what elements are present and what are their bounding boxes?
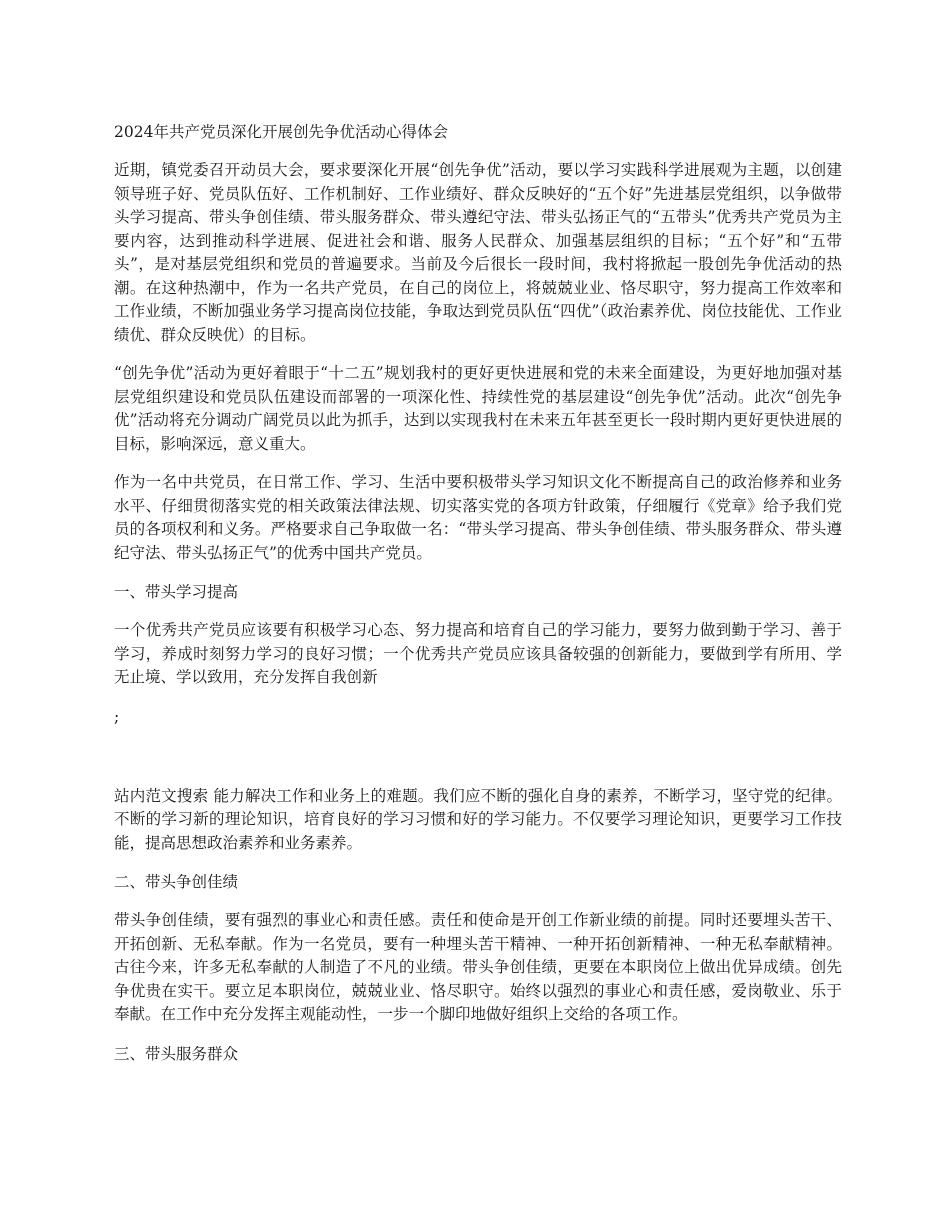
section-heading-1: 一、带头学习提高 <box>114 583 239 601</box>
document-title: 2024年共产党员深化开展创先争优活动心得体会 <box>114 123 448 141</box>
stray-semicolon: ; <box>114 707 120 726</box>
paragraph-section-1: 一个优秀共产党员应该要有积极学习心态、努力提高和培育自己的学习能力，要努力做到勤于学习、善于学习，养成时刻努力学习的良好习惯；一个优秀共产党员应该具备较强的创新能力，要做到学有所用、学无止境、学以致用，充分发挥自我创新 <box>114 621 842 686</box>
section-heading-2: 二、带头争创佳绩 <box>114 873 239 891</box>
section-heading-3: 三、带头服务群众 <box>114 1044 239 1063</box>
paragraph-section-1-continued: 站内范文搜索 能力解决工作和业务上的难题。我们应不断的强化自身的素养，不断学习，坚守党的纪律。不断的学习新的理论知识，培育良好的学习习惯和好的学习能力。不仅要学习理论知识，更要学习工作技能，提高思想政治素养和业务素养。 <box>114 786 842 852</box>
document-page <box>114 120 842 1081</box>
paragraph-party-member: 作为一名中共党员，在日常工作、学习、生活中要积极带头学习知识文化不断提高自己的政治修养和业务水平、仔细贯彻落实党的相关政策法律法规、切实落实党的各项方针政策，仔细履行《党章》给予我们党员的各项权利和义务。严格要求自己争取做一名：“带头学习提高、带头争创佳绩、带头服务群众、带头遵纪守法、带头弘扬正气”的优秀中国共产党员。 <box>114 473 842 562</box>
paragraph-intro: 近期，镇党委召开动员大会，要求要深化开展“创先争优”活动，要以学习实践科学进展观为主题，以创建领导班子好、党员队伍好、工作机制好、工作业绩好、群众反映好的“五个好”先进基层党组织，以争做带头学习提高、带头争创佳绩、带头服务群众、带头遵纪守法、带头弘扬正气的“五带头”优秀共产党员为主要内容，达到推动科学进展、促进社会和谐、服务人民群众、加强基层组织的目标；“五个好”和“五带头”，是对基层党组织和党员的普遍要求。当前及今后很长一段时间，我村将掀起一股创先争优活动的热潮。在这种热潮中，作为一名共产党员，在自己的岗位上，将兢兢业业、恪尽职守，努力提高工作效率和工作业绩，不断加强业务学习提高岗位技能，争取达到党员队伍“四优”（政治素养优、岗位技能优、工作业绩优、群众反映优）的目标。 <box>114 161 842 344</box>
paragraph-section-2: 带头争创佳绩，要有强烈的事业心和责任感。责任和使命是开创工作新业绩的前提。同时还要埋头苦干、开拓创新、无私奉献。作为一名党员，要有一种埋头苦干精神、一种开拓创新精神、一种无私奉献精神。古往今来，许多无私奉献的人制造了不凡的业绩。带头争创佳绩，更要在本职岗位上做出优异成绩。创先争优贵在实干。要立足本职岗位，兢兢业业、恪尽职守。始终以强烈的事业心和责任感，爱岗敬业、乐于奉献。在工作中充分发挥主观能动性，一步一个脚印地做好组织上交给的各项工作。 <box>114 911 842 1023</box>
paragraph-activity: “创先争优”活动为更好着眼于“十二五”规划我村的更好更快进展和党的未来全面建设，为更好地加强对基层党组织建设和党员队伍建设而部署的一项深化性、持续性党的基层建设“创先争优”活动。此次“创先争优”活动将充分调动广阔党员以此为抓手，达到以实现我村在未来五年甚至更长一段时期内更好更快进展的目标，影响深远，意义重大。 <box>114 364 842 453</box>
